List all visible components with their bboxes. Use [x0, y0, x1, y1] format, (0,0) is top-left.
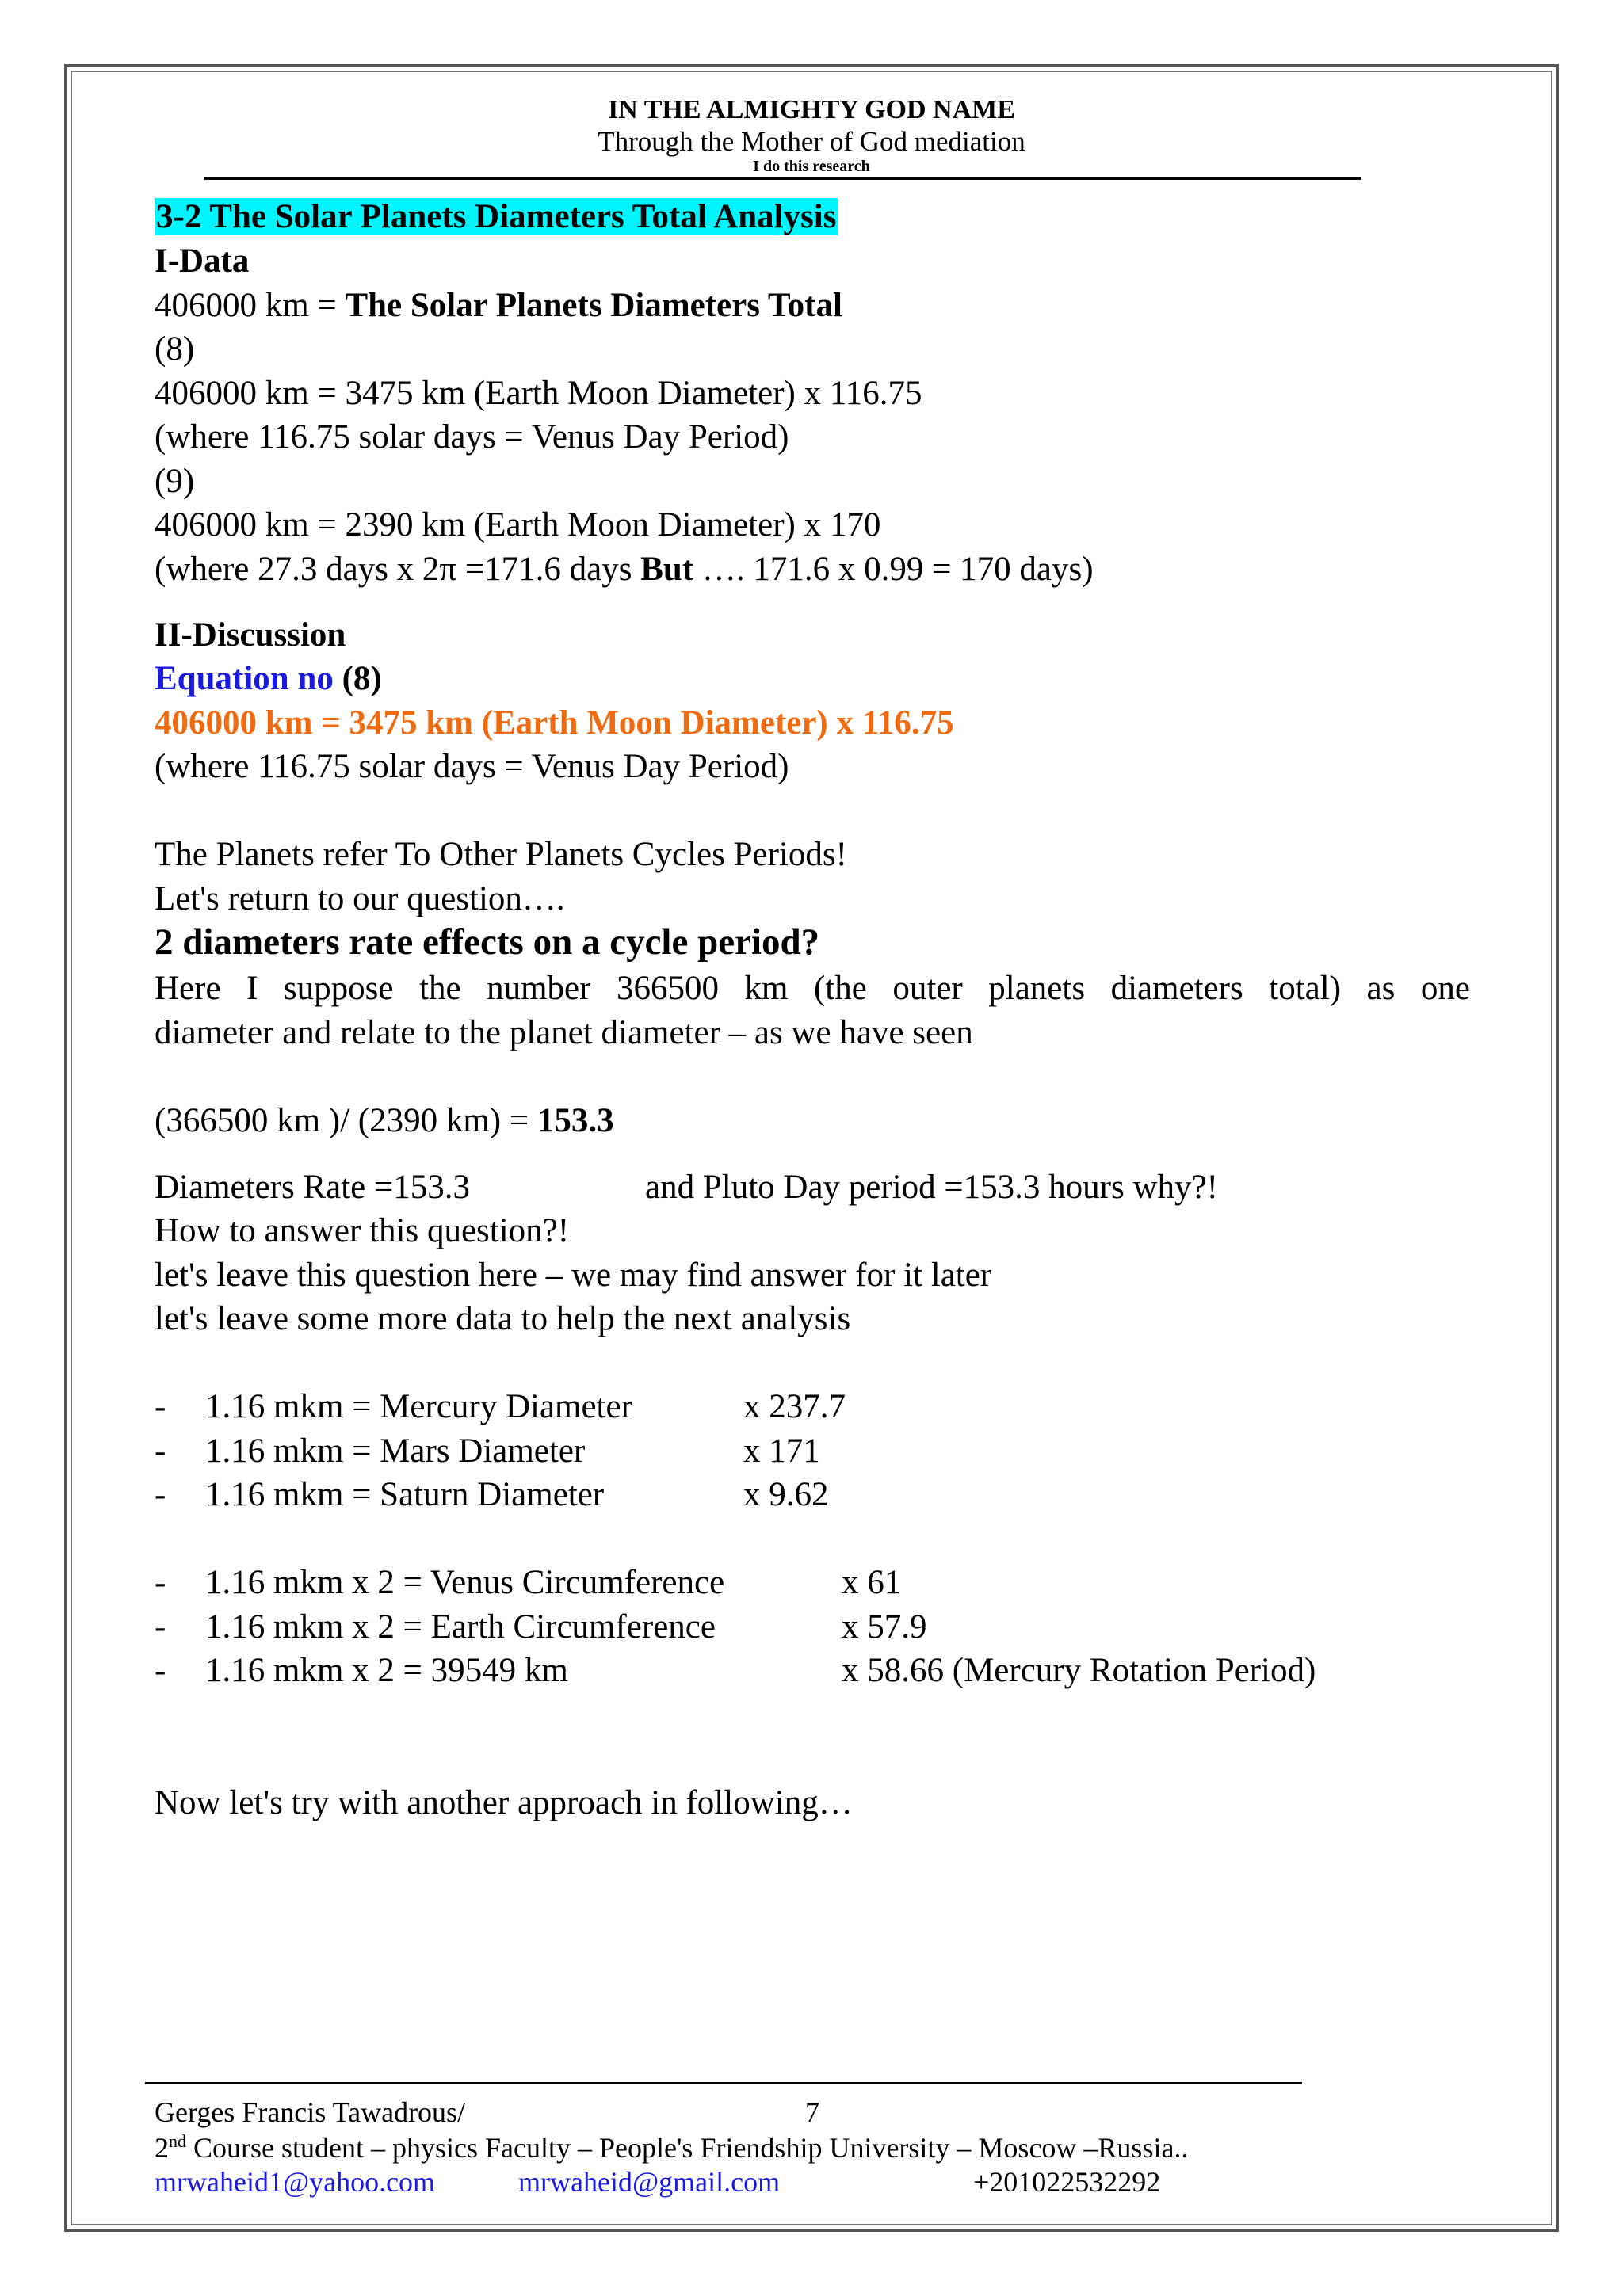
paragraph-2: Let's return to our question…. — [155, 880, 565, 917]
equation-label: Equation no — [155, 660, 334, 697]
eq9-note-b: …. 171.6 x 0.99 = 170 days) — [693, 551, 1094, 588]
list-item-text: 1.16 mkm = Saturn Diameter — [205, 1476, 605, 1513]
list-item-text: 1.16 mkm x 2 = Earth Circumference — [205, 1608, 716, 1646]
equation-note: (where 116.75 solar days = Venus Day Period) — [155, 748, 789, 785]
list-item-text: 1.16 mkm = Mars Diameter — [205, 1432, 586, 1470]
discussion-heading: II-Discussion — [155, 616, 346, 654]
data-line-1-prefix: 406000 km = — [155, 287, 346, 324]
list-item-dash: - — [155, 1564, 166, 1601]
question-heading: 2 diameters rate effects on a cycle period? — [155, 921, 820, 963]
eq8: 406000 km = 3475 km (Earth Moon Diameter) x 116.75 — [155, 375, 922, 412]
ratio-prefix: (366500 km )/ (2390 km) = — [155, 1102, 537, 1139]
list-item-factor: x 171 — [743, 1432, 820, 1470]
footer-rule — [145, 2082, 1302, 2084]
section-title-text: 3-2 The Solar Planets Diameters Total Analysis — [156, 198, 837, 235]
footer-course-rest: Course student – physics Faculty – People's Friendship University – Moscow –Russia.. — [186, 2132, 1189, 2164]
footer-course — [155, 2133, 1188, 2162]
closing-line: Now let's try with another approach in following… — [155, 1784, 853, 1821]
equation-text: 406000 km = 3475 km (Earth Moon Diameter) x 116.75 — [155, 704, 954, 742]
list-item-dash: - — [155, 1432, 166, 1470]
eq9-note — [155, 552, 1094, 586]
footer-email-yahoo[interactable]: mrwaheid1@yahoo.com — [155, 2166, 436, 2198]
paragraph-3-line-1: Here I suppose the number 366500 km (the outer planets diameters total) as one — [155, 970, 1470, 1007]
question-line-3: let's leave some more data to help the next analysis — [155, 1300, 851, 1337]
footer-page-number: 7 — [805, 2096, 819, 2128]
eq9: 406000 km = 2390 km (Earth Moon Diameter) x 170 — [155, 506, 881, 543]
section-title — [155, 200, 838, 234]
eq9-note-bold: But — [640, 551, 694, 588]
list-item-text: 1.16 mkm x 2 = Venus Circumference — [205, 1564, 725, 1601]
question-line-2: let's leave this question here – we may find answer for it later — [155, 1257, 992, 1294]
footer-phone: +201022532292 — [973, 2166, 1161, 2198]
footer-course-sup: nd — [169, 2131, 186, 2151]
paragraph-1: The Planets refer To Other Planets Cycles Periods! — [155, 836, 847, 873]
paragraph-3-line-2: diameter and relate to the planet diameter – as we have seen — [155, 1014, 973, 1051]
list-item-dash: - — [155, 1608, 166, 1646]
footer-course-num: 2 — [155, 2132, 169, 2164]
list-item-text: 1.16 mkm = Mercury Diameter — [205, 1388, 632, 1425]
list-item-factor: x 61 — [842, 1564, 902, 1601]
list-item-factor: x 57.9 — [842, 1608, 927, 1646]
equation-number: (8) — [342, 660, 382, 697]
list-item-factor: x 58.66 (Mercury Rotation Period) — [842, 1652, 1316, 1689]
rate-right: and Pluto Day period =153.3 hours why?! — [645, 1169, 1218, 1206]
list-item-factor: x 9.62 — [743, 1476, 829, 1513]
list-item-dash: - — [155, 1388, 166, 1425]
rate-left: Diameters Rate =153.3 — [155, 1169, 471, 1206]
list-item-factor: x 237.7 — [743, 1388, 846, 1425]
ratio-value: 153.3 — [537, 1102, 614, 1139]
list-item-dash: - — [155, 1652, 166, 1689]
header-line-2: Through the Mother of God mediation — [598, 126, 1025, 157]
data-heading: I-Data — [155, 242, 250, 280]
list-item-text: 1.16 mkm x 2 = 39549 km — [205, 1652, 568, 1689]
eq9-note-a: (where 27.3 days x 2π =171.6 days — [155, 551, 641, 588]
question-line-1: How to answer this question?! — [155, 1212, 570, 1249]
data-line-1-bold: The Solar Planets Diameters Total — [345, 287, 842, 324]
footer-email-gmail[interactable]: mrwaheid@gmail.com — [518, 2166, 781, 2198]
footer-author: Gerges Francis Tawadrous/ — [155, 2096, 466, 2128]
equation-label-line — [155, 662, 382, 696]
header-line-3: I do this research — [753, 158, 870, 175]
header-line-1: IN THE ALMIGHTY GOD NAME — [608, 95, 1015, 124]
list-item-dash: - — [155, 1476, 166, 1513]
header-rule — [204, 177, 1361, 180]
eq8-label: (8) — [155, 330, 195, 368]
ratio-line — [155, 1104, 614, 1138]
eq8-note: (where 116.75 solar days = Venus Day Period) — [155, 418, 789, 456]
data-line-1 — [155, 288, 842, 322]
eq9-label: (9) — [155, 463, 195, 500]
